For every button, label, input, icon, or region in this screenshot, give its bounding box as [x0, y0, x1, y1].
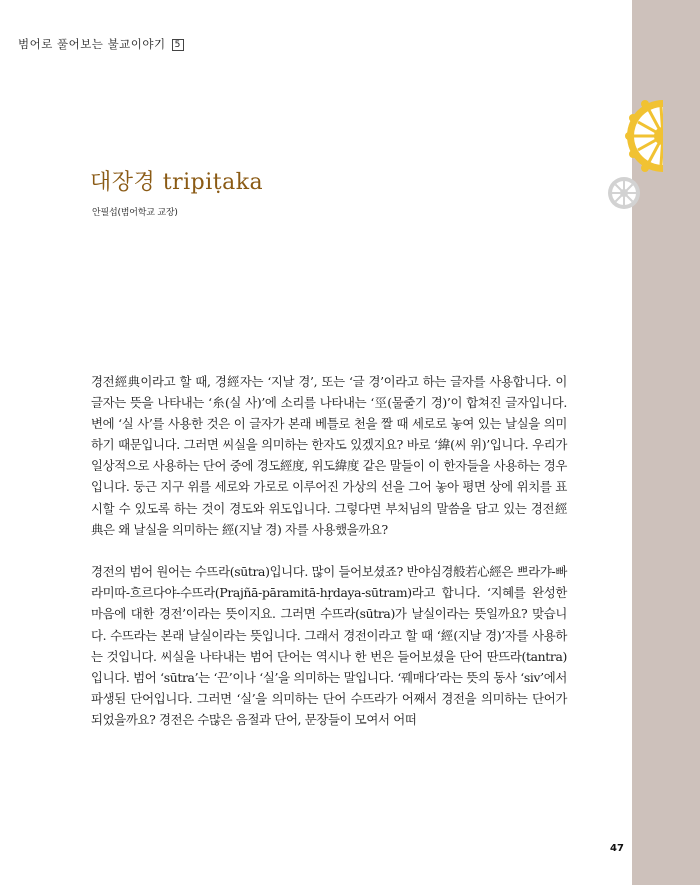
dharma-wheel-gold-icon — [623, 96, 663, 176]
article-title: 대장경 tripiṭaka — [90, 170, 264, 195]
page-number: 47 — [610, 843, 624, 854]
running-head — [18, 36, 184, 52]
article-body — [91, 371, 567, 730]
body-paragraph: 경전經典이라고 할 때, 경經자는 ‘지날 경’, 또는 ‘글 경’이라고 하는 글자를 사용합니다. 이 글자는 뜻을 나타내는 ‘糸(실 사)’에 소리를 나타내는 ‘巠(물줄기 경)’이 합쳐진 글자입니다. 변에 ‘실 사’를 사용한 것은 이 글자가 본래 베틀로 천을 짤 때 세로로 놓여 있는 날실을 의미하기 때문입니다. 그러면 씨실을 의미하는 한자도 있겠지요? 바로 ‘緯(씨 위)’입니다. 우리가 일상적으로 사용하는 단어 중에 경도經度, 위도緯度 같은 말들이 이 한자들을 사용하는 경우입니다. 둥근 지구 위를 세로와 가로로 이루어진 가상의 선을 그어 놓아 평면 상에 위치를 표시할 수 있도록 하는 것이 경도와 위도입니다. 그렇다면 부처님의 말씀을 담고 있는 경전經典은 왜 날실을 의미하는 經(지날 경) 자를 사용했을까요? — [91, 374, 567, 537]
body-paragraph: 경전의 범어 원어는 수뜨라(sūtra)입니다. 많이 들어보셨죠? 반야심경般若心經은 쁘라갸-빠라미따-흐르다야-수뜨라(Prajñā-pāramitā-hṛdaya-sūtram)라고 합니다. ‘지혜를 완성한 마음에 대한 경전’이라는 뜻이지요. 그러면 수뜨라(sūtra)가 날실이라는 뜻일까요? 맞습니다. 수뜨라는 본래 날실이라는 뜻입니다. 그래서 경전이라고 할 때 ‘經(지날 경)’자를 사용하는 것입니다. 씨실을 나타내는 범어 단어는 역시나 한 번은 들어보셨을 단어 딴뜨라(tantra)입니다. 범어 ‘sūtra’는 ‘끈’이나 ‘실’을 의미하는 말입니다. ‘꿰매다’라는 뜻의 동사 ‘siv’에서 파생된 단어입니다. 그러면 ‘실’을 의미하는 단어 수뜨라가 어째서 경전을 의미하는 단어가 되었을까요? 경전은 수많은 음절과 단어, 문장들이 모여서 어떠 — [91, 564, 567, 727]
dharma-wheel-gray-icon — [606, 175, 642, 211]
issue-number-badge: 5 — [172, 39, 184, 51]
series-title: 범어로 풀어보는 불교이야기 — [18, 37, 166, 51]
article-author: 안필섭(범어학교 교장) — [92, 208, 178, 218]
